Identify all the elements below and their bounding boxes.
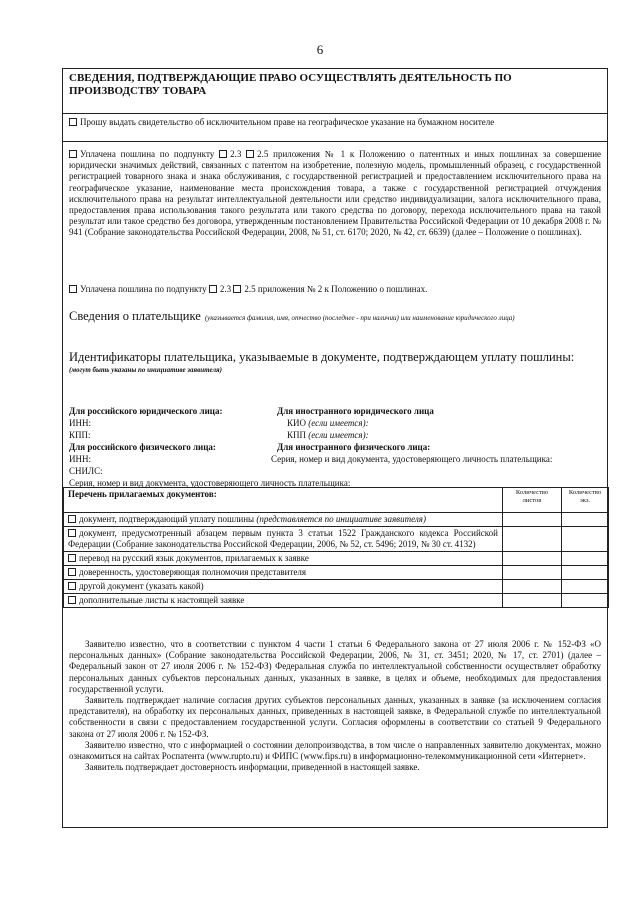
sheets-cell[interactable] [503,580,562,594]
ru-person-label: Для российского физического лица: [69,442,216,452]
doc-label: доверенность, удостоверяющая полномочия представителя [79,567,307,577]
ru-legal-label: Для российского юридического лица: [69,406,223,416]
sheets-cell[interactable] [503,552,562,566]
fee1-prefix: Уплачена пошлина по подпункту [80,149,215,159]
consent-paragraph: Заявитель подтверждает достоверность информации, приведенной в настоящей заявке. [85,762,420,773]
col-sheets-header: Количество листов [503,488,562,513]
doc-checkbox[interactable] [68,596,76,604]
identifiers-block [63,351,607,377]
fee1-opt2-label: 2.5 приложения № 1 к Положению о патентных и иных пошлинах за совершение юридически значимых действий, связанных с патентом на изобретение, полезную модель, промышленный образец, с государственной регистрацией товарного знака и знака обслуживания, с государственной регистрацией и предоставлением исключительного права на географическое указание, наименование места происхождения товара, а также с государственной регистрацией отчуждения исключительного права на результат интеллектуальной деятельности или средство индивидуализации, залога исключительного права, предоставления права использования такого результата или такого средства по договору, перехода исключительного права на такой результат или такое средство без договора, утвержденным постановлением Правительства Российской Федерации от 10 декабря 2008 г. № 941 (Собрание законодательства Российской Федерации, 2008, № 51, ст. 6170; 2020, № 42, ст. 6639) (далее – Положение о пошлинах). [69,149,602,238]
kpp2-field[interactable] [287,430,369,441]
fee1-opt2-checkbox[interactable] [246,150,254,158]
table-header-row [64,488,609,513]
payer-block [63,310,607,324]
inn-field[interactable]: ИНН: [69,418,91,428]
copies-cell[interactable] [562,552,609,566]
fee2-opt1-checkbox[interactable] [209,285,217,293]
table-row [64,566,609,580]
divider [63,141,607,142]
snils-field[interactable]: СНИЛС: [69,466,103,476]
foreign-legal-label: Для иностранного юридического лица [277,406,434,416]
divider [63,113,607,114]
fee2-checkbox[interactable] [69,285,77,293]
fee1-paragraph [63,149,607,239]
doc-checkbox[interactable] [68,568,76,576]
paper-request-label: Прошу выдать свидетельство об исключительном праве на географическое указание на бумажном носителе [80,117,495,127]
table-row [64,513,609,527]
consent-paragraph: Заявителю известно, что с информацией о состоянии делопроизводства, в том числе о направленных заявителю документах, можно ознакомиться на сайтах Роспатента (www.rupto.ru) и ФИПС (www.fips.ru) в информационно-телекоммуникационной сети «Интернет». [69,739,601,762]
copies-cell[interactable] [562,513,609,527]
fee2-opt2-checkbox[interactable] [233,285,241,293]
table-row [64,594,609,608]
fee1-opt1-checkbox[interactable] [219,150,227,158]
sheets-cell[interactable] [503,513,562,527]
fee2-opt2-label: 2.5 приложения № 2 к Положению о пошлинах. [244,284,428,294]
fee2-opt1-label: 2.3 [219,284,232,294]
fee1-opt1-label: 2.3 [230,149,242,159]
paper-request-checkbox[interactable] [69,118,77,126]
table-row [64,552,609,566]
doc-checkbox[interactable] [68,582,76,590]
sheets-cell[interactable] [503,566,562,580]
attached-documents-table [63,487,609,608]
application-form [62,68,608,828]
foreign-doc-field[interactable]: Серия, номер и вид документа, удостоверяющего личность плательщика: [271,454,553,464]
fee1-checkbox[interactable] [69,150,77,158]
kio-label: КИО [287,418,307,428]
page-number: 6 [316,42,324,57]
doc-note: (представляется по инициативе заявителя) [256,514,426,524]
doc-label: документ, предусмотренный абзацем первым пункта 3 статьи 1522 Гражданского кодекса Российской Федерации (Собрание законодательства Российской Федерации, 2006, № 52, ст. 5496; 2019, № 30 ст. 4132) [68,528,498,549]
kpp2-label: КПП [287,430,307,440]
payer-note: (указывается фамилия, имя, отчество (последнее - при наличии) или наименование юридического лица) [204,314,515,322]
copies-cell[interactable] [562,580,609,594]
doc-label: перевод на русский язык документов, прилагаемых к заявке [79,553,309,563]
fee2-prefix: Уплачена пошлина по подпункту [80,284,207,294]
docs-header: Перечень прилагаемых документов: [64,488,503,513]
consent-paragraph: Заявитель подтверждает наличие согласия других субъектов персональных данных, указанных в заявке (за исключением согласия представителя), на обработку их персональных данных, приведенных в настоящей заявке, в Федеральной службе по интеллектуальной собственности в связи с предоставлением государственной услуги. Согласия оформлены в соответствии со статьей 9 Федерального закона от 27 июля 2006 г. № 152-ФЗ. [69,695,601,739]
doc-checkbox[interactable] [68,554,76,562]
table-row [64,580,609,594]
consent-block [63,639,607,773]
kio-note: (если имеется): [308,418,369,428]
doc-label: дополнительные листы к настоящей заявке [79,595,245,605]
doc-checkbox[interactable] [68,529,76,537]
doc-label: документ, подтверждающий уплату пошлины [79,514,255,524]
copies-cell[interactable] [562,566,609,580]
col-copies-header: Количество экз. [562,488,609,513]
doc-label: другой документ (указать какой) [79,581,204,591]
payer-title: Сведения о плательщике [69,309,201,323]
copies-cell[interactable] [562,527,609,552]
copies-cell[interactable] [562,594,609,608]
sheets-cell[interactable] [503,594,562,608]
section-title: СВЕДЕНИЯ, ПОДТВЕРЖДАЮЩИЕ ПРАВО ОСУЩЕСТВЛЯТЬ ДЕЯТЕЛЬНОСТЬ ПО ПРОИЗВОДСТВУ ТОВАРА [69,72,512,97]
table-row [64,527,609,552]
ru-doc-field[interactable]: Серия, номер и вид документа, удостоверяющего личность плательщика: [69,478,351,488]
kpp2-note: (если имеется): [308,430,369,440]
foreign-person-label: Для иностранного физического лица: [277,442,431,452]
identifiers-title: Идентификаторы плательщика, указываемые в документе, подтверждающем уплату пошлины: [69,350,575,364]
paper-request-row [63,117,607,128]
identifiers-note: (могут быть указаны по инициативе заявителя) [69,366,222,374]
kpp-field[interactable]: КПП: [69,430,91,440]
fee2-paragraph [63,284,607,295]
sheets-cell[interactable] [503,527,562,552]
doc-checkbox[interactable] [68,515,76,523]
consent-paragraph: Заявителю известно, что в соответствии с пунктом 4 части 1 статьи 6 Федерального закона от 27 июля 2006 г. № 152-ФЗ «О персональных данных» (Собрание законодательства Российской Федерации, 2006, № 31, ст. 3451; 2020, № 17, ст. 2701) (далее – Федеральный закон от 27 июля 2006 г. № 152-ФЗ) Федеральная служба по интеллектуальной собственности осуществляет обработку персональных данных субъектов персональных данных, указанных в заявке, в целях и объеме, необходимых для предоставления государственной услуги. [69,639,601,694]
inn2-field[interactable]: ИНН: [69,454,91,464]
kio-field[interactable] [287,418,369,429]
